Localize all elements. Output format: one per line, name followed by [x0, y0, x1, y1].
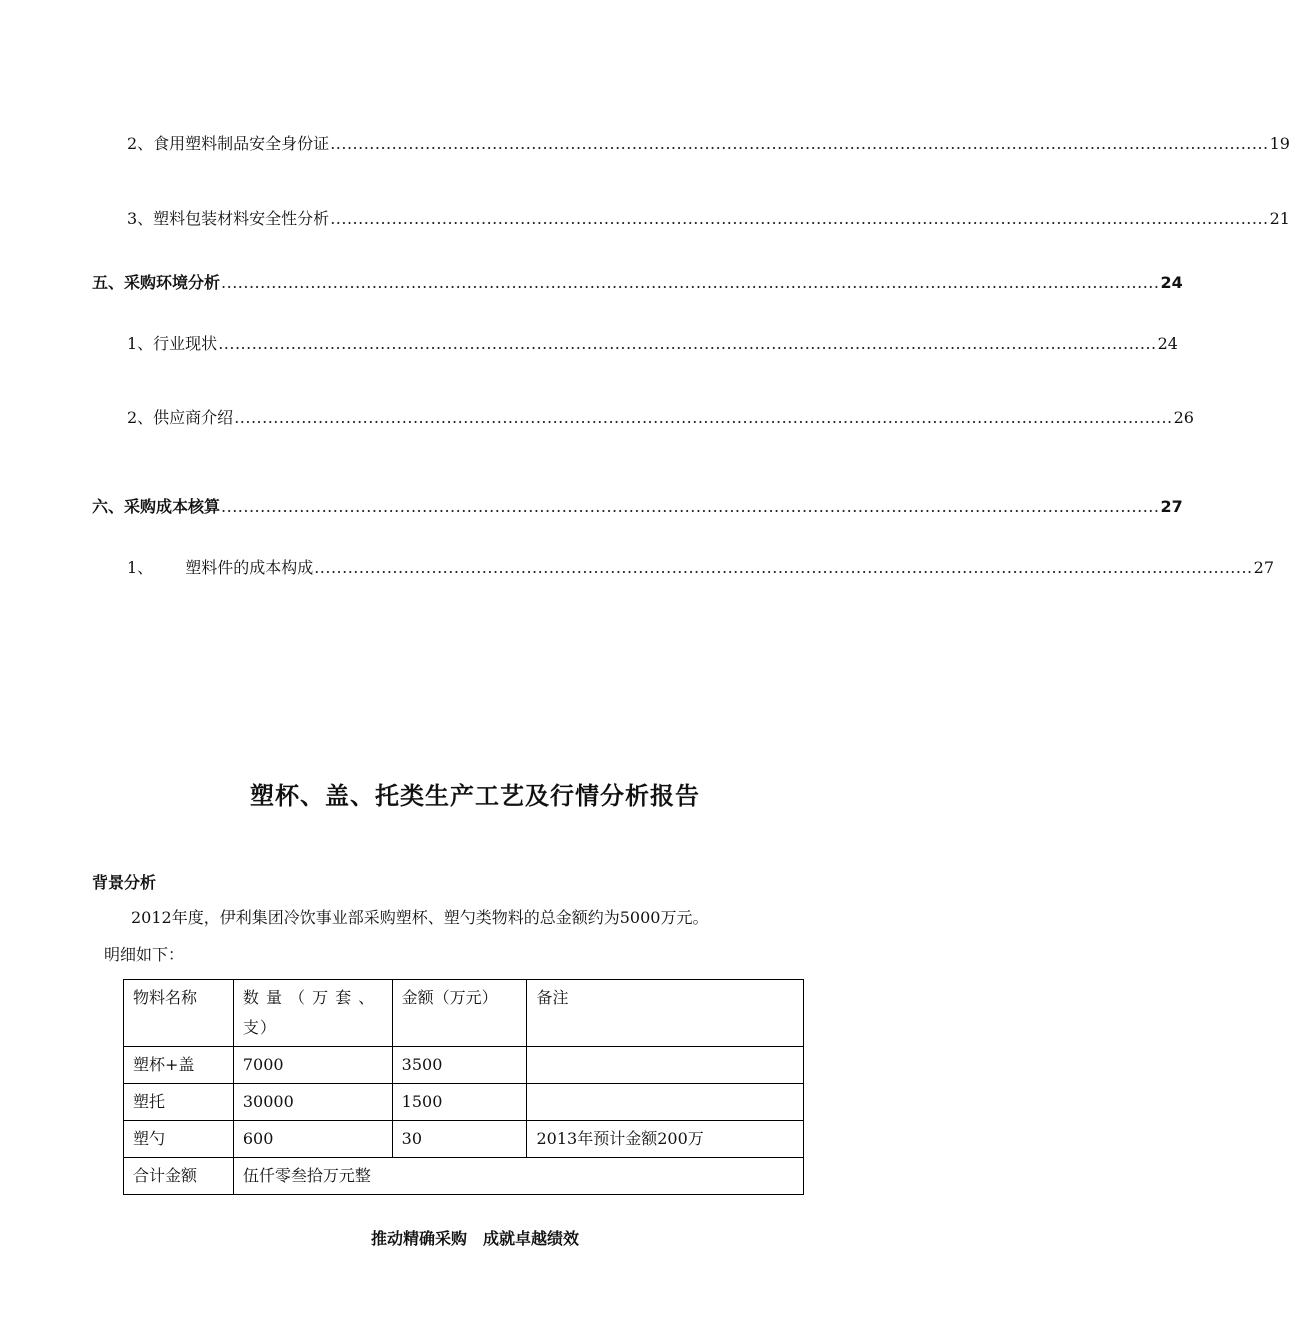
table-row [124, 1084, 804, 1121]
table-cell: 600 [233, 1121, 392, 1158]
toc-entry[interactable] [0, 133, 1290, 157]
toc-label [127, 557, 313, 579]
body-paragraph: 2012年度，伊利集团冷饮事业部采购塑杯、塑勺类物料的总金额约为5000万元。 [131, 908, 709, 927]
toc-entry[interactable] [0, 208, 1290, 232]
toc-label: 1、行业现状 [127, 334, 218, 353]
toc-entry[interactable] [0, 557, 1274, 581]
toc-label: 五、采购环境分析 [92, 273, 221, 292]
toc-leader: ........................................................................................................................................................................ [221, 273, 1160, 292]
toc-leader: ........................................................................................................................................................................ [330, 134, 1269, 153]
table-total-row [124, 1158, 804, 1195]
table-row [124, 1121, 804, 1158]
table-cell: 塑托 [124, 1084, 234, 1121]
total-value-cell: 伍仟零叁拾万元整 [233, 1158, 803, 1195]
report-title: 塑杯、盖、托类生产工艺及行情分析报告 [250, 782, 700, 810]
footer-slogan: 推动精确采购 成就卓越绩效 [370, 1229, 579, 1248]
toc-label: 2、供应商介绍 [127, 408, 234, 427]
header-cell: 数 量 （ 万 套 、支） [233, 980, 392, 1047]
toc-label-text: 塑料件的成本构成 [185, 558, 314, 577]
toc-leader: ........................................................................................................................................................................ [218, 334, 1157, 353]
table-cell [527, 1047, 804, 1084]
toc-entry[interactable] [0, 407, 1194, 431]
toc-page: 26 [1173, 408, 1194, 427]
table-cell [527, 1084, 804, 1121]
toc-entry[interactable] [0, 272, 1183, 296]
toc-label: 六、采购成本核算 [92, 497, 221, 516]
table-cell: 3500 [392, 1047, 527, 1084]
table-cell: 30 [392, 1121, 527, 1158]
toc-entry[interactable] [0, 496, 1183, 520]
table-cell: 1500 [392, 1084, 527, 1121]
table-cell: 塑勺 [124, 1121, 234, 1158]
toc-leader: ........................................................................................................................................................................ [330, 209, 1269, 228]
table-header-row [124, 980, 804, 1047]
toc-leader: ........................................................................................................................................................................ [221, 497, 1160, 516]
table-row [124, 1047, 804, 1084]
table-cell: 2013年预计金额200万 [527, 1121, 804, 1158]
toc-page: 19 [1269, 134, 1290, 153]
materials-table [123, 979, 804, 1195]
toc-page: 21 [1269, 209, 1290, 228]
table-cell: 30000 [233, 1084, 392, 1121]
toc-page: 27 [1253, 558, 1274, 577]
header-cell: 物料名称 [124, 980, 234, 1047]
toc-leader: ........................................................................................................................................................................ [234, 408, 1173, 427]
toc-page: 24 [1157, 334, 1178, 353]
toc-label: 2、食用塑料制品安全身份证 [127, 134, 330, 153]
header-cell: 金额（万元） [392, 980, 527, 1047]
toc-page: 24 [1160, 273, 1183, 292]
toc-entry[interactable] [0, 333, 1178, 357]
table-cell: 塑杯+盖 [124, 1047, 234, 1084]
toc-leader: ........................................................................................................................................................................ [314, 558, 1253, 577]
toc-label-number: 1、 [127, 558, 154, 577]
toc-label: 3、塑料包装材料安全性分析 [127, 209, 330, 228]
section-heading: 背景分析 [92, 873, 157, 892]
total-label-cell: 合计金额 [124, 1158, 234, 1195]
toc-page: 27 [1160, 497, 1183, 516]
body-paragraph-continued: 明细如下： [104, 945, 185, 964]
table-cell: 7000 [233, 1047, 392, 1084]
header-cell: 备注 [527, 980, 804, 1047]
